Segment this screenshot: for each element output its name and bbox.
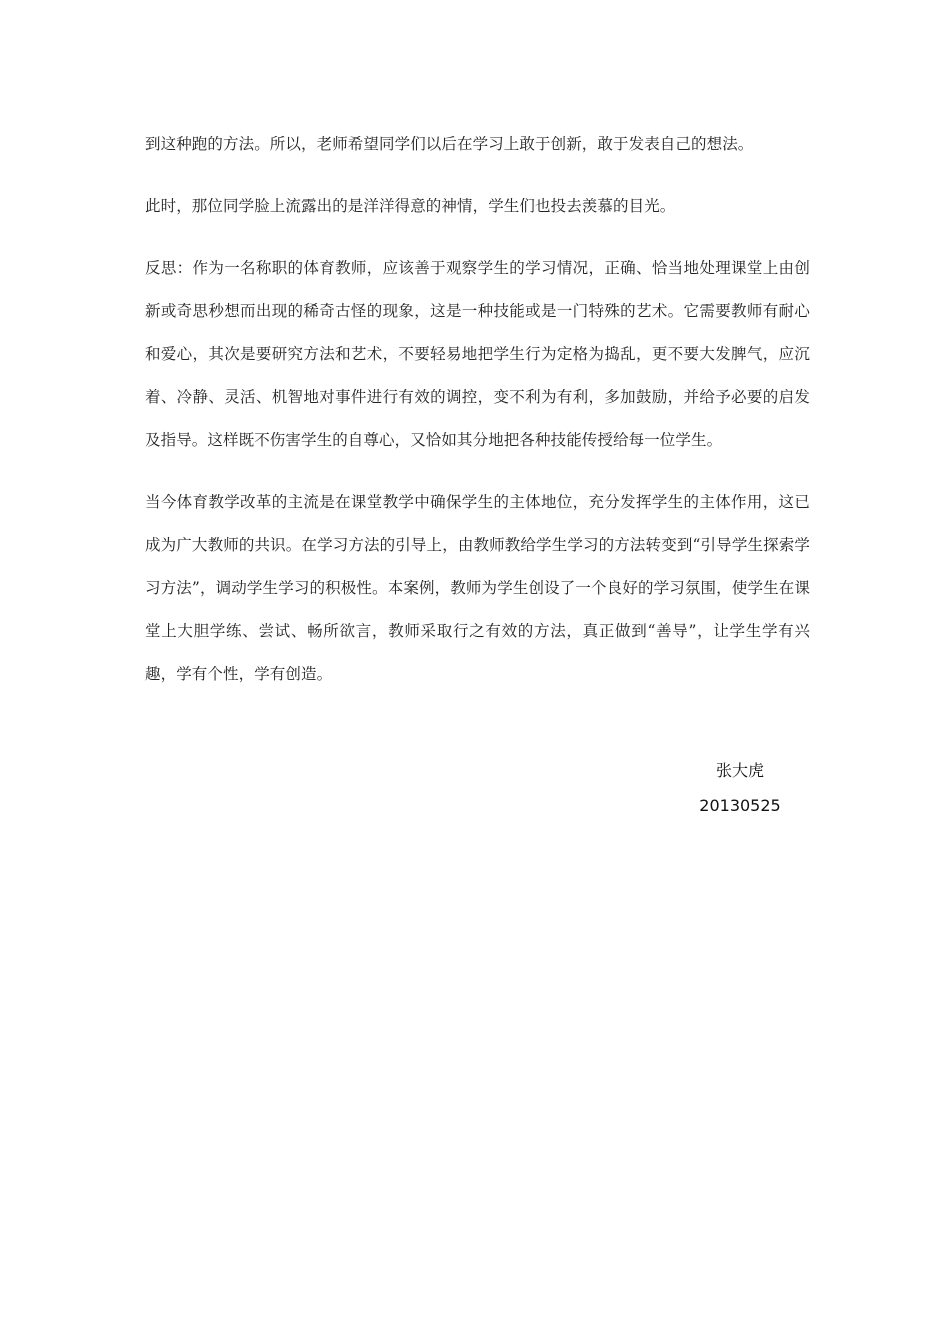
- paragraph-reflection: 反思：作为一名称职的体育教师，应该善于观察学生的学习情况，正确、恰当地处理课堂上由创新或奇思秒想而出现的稀奇古怪的现象，这是一种技能或是一门特殊的艺术。它需要教师有耐心和爱心，其次是要研究方法和艺术，不要轻易地把学生行为定格为捣乱，更不要大发脾气，应沉着、冷静、灵活、机智地对事件进行有效的调控，变不利为有利，多加鼓励，并给予必要的启发及指导。这样既不伤害学生的自尊心，又恰如其分地把各种技能传授给每一位学生。: [145, 259, 810, 449]
- paragraph-teaching-reform: 当今体育教学改革的主流是在课堂教学中确保学生的主体地位，充分发挥学生的主体作用，这已成为广大教师的共识。在学习方法的引导上，由教师教给学生学习的方法转变到“引导学生探索学习方法”，调动学生学习的积极性。本案例，教师为学生创设了一个良好的学习氛围，使学生在课堂上大胆学练、尝试、畅所欲言，教师采取行之有效的方法，真正做到“善导”，让学生学有兴趣，学有个性，学有创造。: [145, 493, 810, 683]
- document-body: [145, 123, 810, 696]
- author-date: 20130525: [699, 796, 781, 815]
- paragraph-student-reaction: 此时，那位同学脸上流露出的是洋洋得意的神情，学生们也投去羡慕的目光。: [145, 197, 676, 215]
- author-name: 张大虎: [715, 761, 764, 780]
- paragraph-conclusion-of-story: 到这种跑的方法。所以，老师希望同学们以后在学习上敢于创新，敢于发表自己的想法。: [145, 135, 754, 153]
